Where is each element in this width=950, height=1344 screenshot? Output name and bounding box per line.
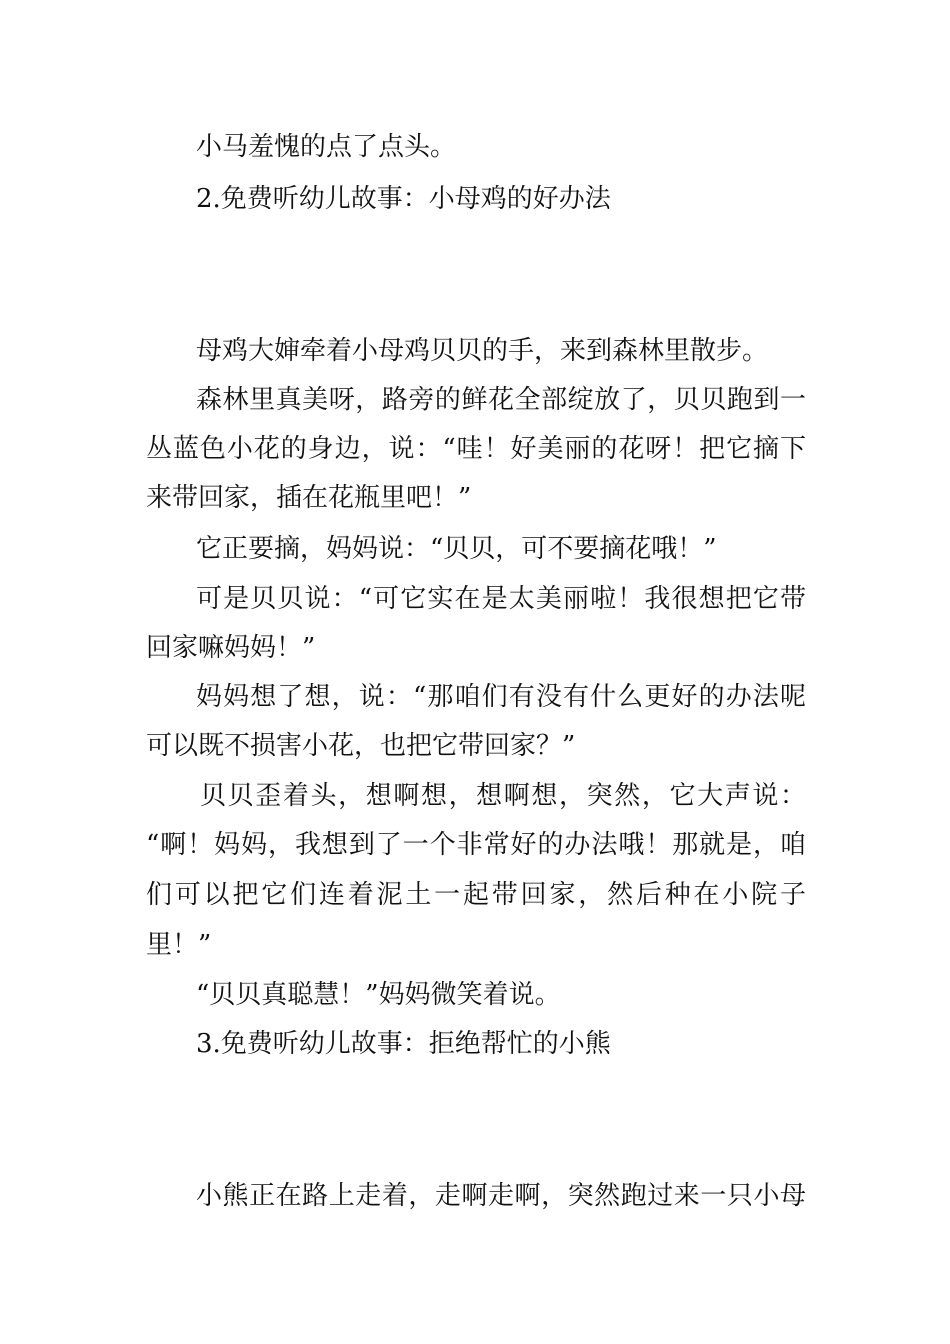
text-line: 们可以把它们连着泥土一起带回家，然后种在小院子: [146, 880, 806, 910]
text-line: 小马羞愧的点了点头。: [196, 132, 457, 162]
text-line: 它正要摘，妈妈说：“贝贝，可不要摘花哦！”: [196, 534, 717, 564]
text-line: 里！”: [146, 930, 212, 960]
text-line: “啊！妈妈，我想到了一个非常好的办法哦！那就是，咱: [146, 830, 806, 860]
text-line: 丛蓝色小花的身边，说：“哇！好美丽的花呀！把它摘下: [146, 434, 806, 464]
text-line: “贝贝真聪慧！”妈妈微笑着说。: [196, 980, 561, 1010]
text-line: 森林里真美呀，路旁的鲜花全部绽放了，贝贝跑到一: [196, 385, 806, 415]
text-line: 小熊正在路上走着，走啊走啊，突然跑过来一只小母: [196, 1181, 806, 1211]
text-line: 可以既不损害小花，也把它带回家？”: [146, 731, 576, 761]
section-heading: 2.免费听幼儿故事：小母鸡的好办法: [196, 184, 611, 214]
text-line: 母鸡大婶牵着小母鸡贝贝的手，来到森林里散步。: [196, 336, 769, 366]
section-heading: 3.免费听幼儿故事：拒绝帮忙的小熊: [196, 1029, 611, 1059]
text-line: 回家嘛妈妈！”: [146, 633, 316, 663]
text-line: 妈妈想了想，说：“那咱们有没有什么更好的办法呢: [196, 682, 806, 712]
text-line: 来带回家，插在花瓶里吧！”: [146, 483, 472, 513]
text-line: 可是贝贝说：“可它实在是太美丽啦！我很想把它带: [196, 584, 806, 614]
text-line: 贝贝歪着头，想啊想，想啊想，突然，它大声说：: [200, 781, 806, 811]
